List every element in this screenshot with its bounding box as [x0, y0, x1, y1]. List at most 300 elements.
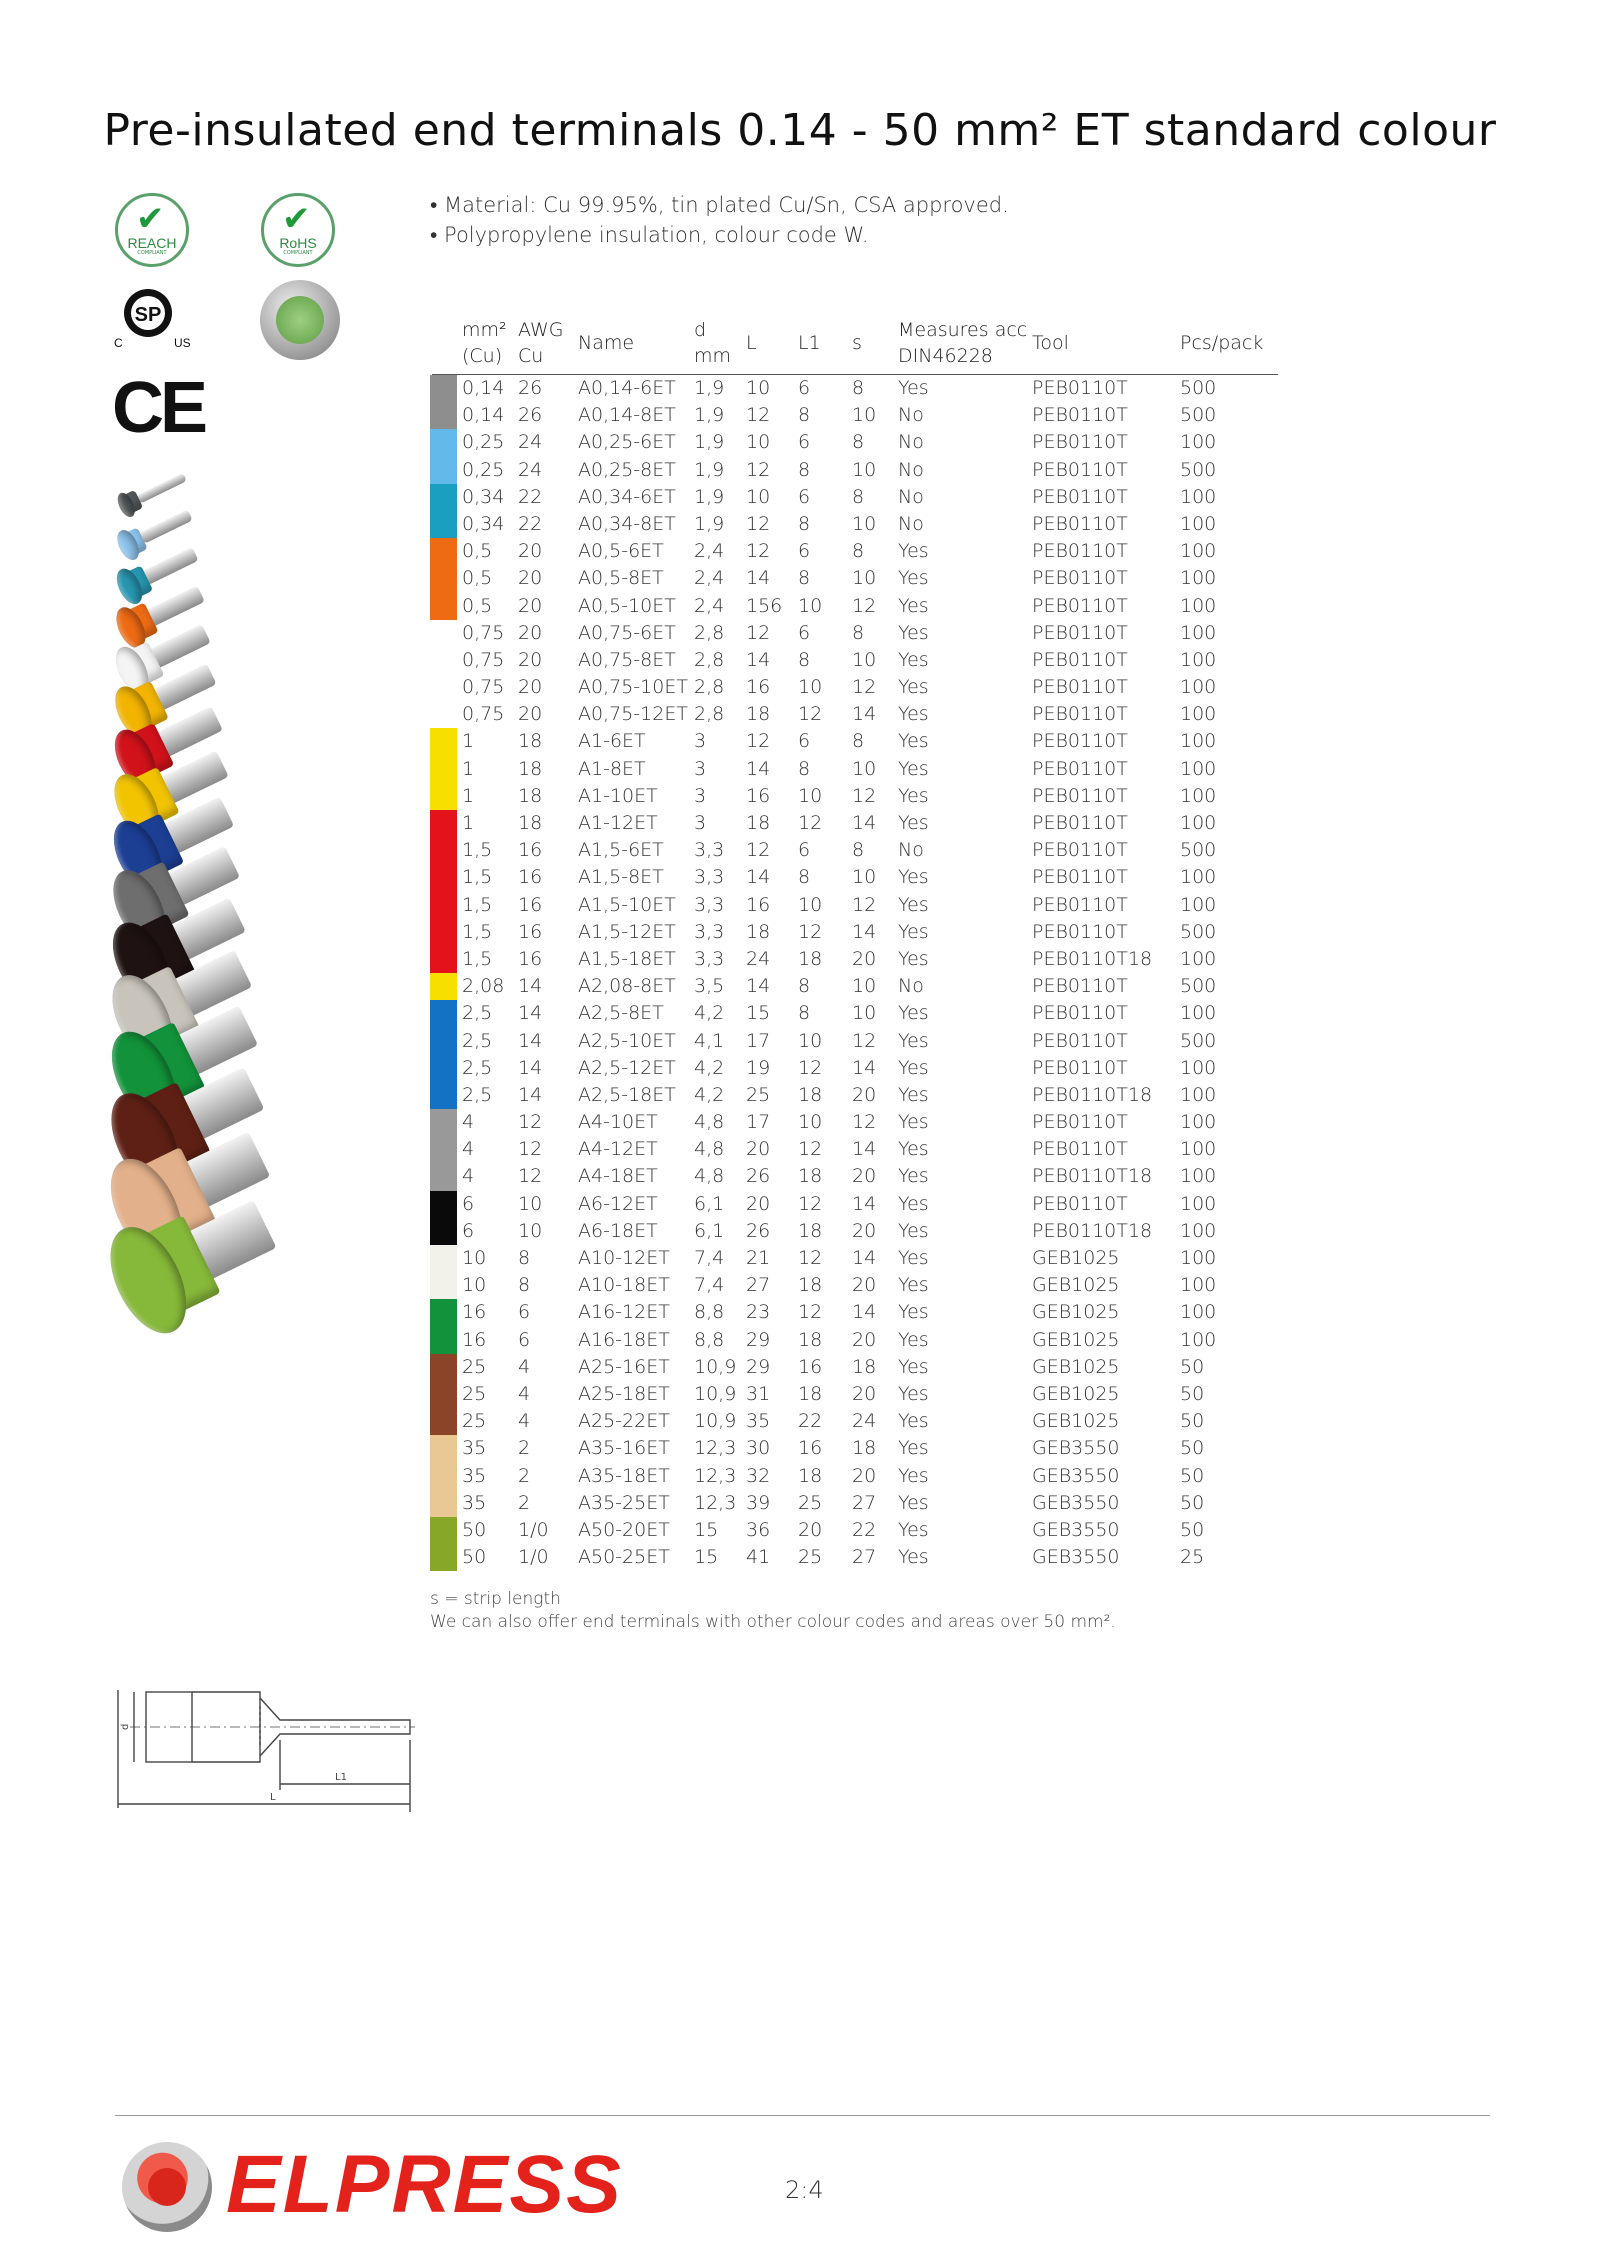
cell-mm2: 35: [462, 1464, 487, 1487]
cell-d: 3: [694, 784, 707, 807]
colour-swatch: [430, 593, 457, 620]
table-row: [432, 593, 1278, 620]
cell-l1: 20: [798, 1518, 823, 1541]
colour-swatch: [430, 892, 457, 919]
cell-d: 1,9: [694, 377, 725, 399]
cell-awg: 6: [518, 1301, 531, 1324]
cell-mm2: 1,5: [462, 947, 493, 970]
cell-din: Yes: [898, 1165, 929, 1188]
cell-mm2: 35: [462, 1491, 487, 1514]
cell-l: 16: [746, 676, 771, 699]
cell-l1: 12: [798, 1301, 823, 1324]
cell-l: 14: [746, 648, 771, 671]
cell-l: 41: [746, 1546, 771, 1569]
cell-s: 27: [852, 1546, 877, 1569]
cell-awg: 14: [518, 1056, 543, 1079]
cell-l1: 16: [798, 1437, 823, 1460]
cell-l: 31: [746, 1382, 771, 1405]
cell-mm2: 4: [462, 1111, 475, 1134]
page-number: 2:4: [785, 2176, 824, 2204]
cell-awg: 4: [518, 1382, 531, 1405]
table-row: [432, 1136, 1278, 1163]
cell-awg: 16: [518, 947, 543, 970]
cell-awg: 2: [518, 1464, 531, 1487]
table-row: [432, 728, 1278, 755]
cell-pcs: 100: [1180, 648, 1217, 671]
drawing-label-l1: L1: [335, 1772, 347, 1783]
checkmark-icon: ✔: [136, 199, 165, 239]
cell-l: 18: [746, 920, 771, 943]
cell-tool: GEB1025: [1032, 1410, 1120, 1433]
table-row: [432, 429, 1278, 456]
cell-l: 30: [746, 1437, 771, 1460]
cell-l: 12: [746, 458, 771, 481]
cell-l: 12: [746, 730, 771, 753]
cell-tool: PEB0110T: [1032, 703, 1128, 726]
cell-s: 27: [852, 1491, 877, 1514]
colour-swatch: [430, 402, 457, 429]
cell-name: A1,5-12ET: [578, 920, 676, 943]
cell-pcs: 50: [1180, 1355, 1205, 1378]
table-row: [432, 946, 1278, 973]
cell-l1: 10: [798, 1111, 823, 1134]
cell-d: 12,3: [694, 1491, 737, 1514]
cell-name: A0,34-6ET: [578, 485, 676, 508]
cell-d: 10,9: [694, 1382, 737, 1405]
cell-awg: 22: [518, 485, 543, 508]
cell-l1: 18: [798, 1328, 823, 1351]
cell-mm2: 2,5: [462, 1083, 493, 1106]
cell-mm2: 25: [462, 1410, 487, 1433]
colour-swatch: [430, 1517, 457, 1544]
elpress-emblem-core: [148, 2168, 186, 2206]
cell-l1: 18: [798, 1219, 823, 1242]
cell-awg: 20: [518, 648, 543, 671]
cell-pcs: 25: [1180, 1546, 1205, 1569]
cell-l: 10: [746, 431, 771, 454]
csa-logo: [112, 283, 192, 351]
cell-name: A0,14-8ET: [578, 404, 676, 427]
cell-awg: 20: [518, 567, 543, 590]
cell-din: Yes: [898, 1056, 929, 1079]
cell-d: 1,9: [694, 485, 725, 508]
cell-mm2: 2,5: [462, 1002, 493, 1025]
colour-swatch: [430, 484, 457, 511]
cell-tool: PEB0110T: [1032, 1056, 1128, 1079]
header-d: d: [694, 319, 707, 341]
cell-pcs: 100: [1180, 757, 1217, 780]
cell-pcs: 500: [1180, 975, 1217, 998]
table-row: [432, 1299, 1278, 1326]
cell-mm2: 25: [462, 1382, 487, 1405]
colour-swatch: [430, 1000, 457, 1027]
cell-d: 4,2: [694, 1056, 725, 1079]
cell-l1: 8: [798, 648, 811, 671]
cell-d: 10,9: [694, 1410, 737, 1433]
header-tool: Tool: [1032, 332, 1069, 354]
cell-mm2: 0,5: [462, 567, 493, 590]
cell-tool: PEB0110T: [1032, 594, 1128, 617]
cell-s: 20: [852, 1165, 877, 1188]
cell-mm2: 0,14: [462, 377, 505, 399]
cell-mm2: 0,5: [462, 594, 493, 617]
cell-awg: 18: [518, 784, 543, 807]
cell-pcs: 100: [1180, 540, 1217, 563]
cell-s: 10: [852, 757, 877, 780]
cell-tool: PEB0110T: [1032, 839, 1128, 862]
header-l1: L1: [798, 332, 821, 354]
cell-d: 6,1: [694, 1192, 725, 1215]
cell-tool: PEB0110T: [1032, 893, 1128, 916]
table-row: [432, 783, 1278, 810]
cell-l1: 10: [798, 1029, 823, 1052]
cell-d: 12,3: [694, 1437, 737, 1460]
cell-tool: PEB0110T: [1032, 812, 1128, 834]
table-row: [432, 810, 1278, 837]
cell-l: 14: [746, 975, 771, 998]
table-row: [432, 892, 1278, 919]
cell-din: No: [898, 431, 924, 454]
cell-d: 8,8: [694, 1328, 725, 1351]
cell-awg: 16: [518, 866, 543, 889]
cell-tool: GEB1025: [1032, 1328, 1120, 1351]
cell-pcs: 50: [1180, 1437, 1205, 1460]
checkmark-icon: ✔: [282, 199, 311, 239]
cell-l1: 18: [798, 1083, 823, 1106]
cell-l1: 6: [798, 621, 811, 644]
cell-l1: 6: [798, 730, 811, 753]
cell-s: 8: [852, 839, 865, 862]
cell-l: 156: [746, 594, 783, 617]
cell-pcs: 500: [1180, 920, 1217, 943]
cell-awg: 20: [518, 676, 543, 699]
cell-pcs: 100: [1180, 1002, 1217, 1025]
cell-l1: 6: [798, 431, 811, 454]
table-row: [432, 511, 1278, 538]
header-s: s: [852, 332, 862, 354]
cell-mm2: 10: [462, 1247, 487, 1269]
cell-din: Yes: [898, 1491, 929, 1514]
cell-s: 12: [852, 1111, 877, 1134]
cell-pcs: 100: [1180, 1111, 1217, 1134]
cell-l: 23: [746, 1301, 771, 1324]
cell-mm2: 1,5: [462, 839, 493, 862]
cell-l1: 12: [798, 703, 823, 726]
cell-l: 35: [746, 1410, 771, 1433]
cell-s: 8: [852, 621, 865, 644]
table-row: [432, 1082, 1278, 1109]
cell-d: 10,9: [694, 1355, 737, 1378]
cell-s: 14: [852, 1138, 877, 1161]
cell-awg: 12: [518, 1138, 543, 1161]
cell-tool: PEB0110T: [1032, 404, 1128, 427]
cell-name: A0,25-8ET: [578, 458, 676, 481]
cell-tool: PEB0110T: [1032, 1029, 1128, 1052]
cell-d: 3,3: [694, 893, 725, 916]
table-row: [432, 1544, 1278, 1571]
cell-s: 14: [852, 1192, 877, 1215]
cell-pcs: 100: [1180, 1165, 1217, 1188]
cell-d: 4,8: [694, 1138, 725, 1161]
cell-pcs: 100: [1180, 1274, 1217, 1297]
cell-pcs: 100: [1180, 1056, 1217, 1079]
colour-swatch: [430, 565, 457, 592]
cell-l1: 22: [798, 1410, 823, 1433]
cell-din: Yes: [898, 1518, 929, 1541]
cell-awg: 14: [518, 1002, 543, 1025]
cell-pcs: 100: [1180, 621, 1217, 644]
table-row: [432, 375, 1278, 402]
cell-d: 2,4: [694, 567, 725, 590]
cell-name: A2,08-8ET: [578, 975, 676, 998]
cell-tool: PEB0110T: [1032, 757, 1128, 780]
cell-d: 6,1: [694, 1219, 725, 1242]
cell-d: 3,3: [694, 839, 725, 862]
cell-tool: GEB1025: [1032, 1274, 1120, 1297]
cell-mm2: 16: [462, 1328, 487, 1351]
cell-mm2: 0,14: [462, 404, 505, 427]
cell-din: Yes: [898, 1546, 929, 1569]
table-row: [432, 1000, 1278, 1027]
cell-d: 2,4: [694, 540, 725, 563]
cell-l1: 18: [798, 1165, 823, 1188]
rohs-label: RoHS: [279, 235, 317, 251]
cell-d: 2,4: [694, 594, 725, 617]
cell-l: 32: [746, 1464, 771, 1487]
cell-d: 2,8: [694, 703, 725, 726]
table-row: [432, 701, 1278, 728]
cell-din: Yes: [898, 621, 929, 644]
cell-l: 12: [746, 404, 771, 427]
cell-tool: PEB0110T: [1032, 485, 1128, 508]
cell-d: 4,8: [694, 1111, 725, 1134]
cell-mm2: 6: [462, 1192, 475, 1215]
cell-l: 18: [746, 812, 771, 834]
drawing-label-l: L: [270, 1792, 276, 1803]
cell-name: A1,5-10ET: [578, 893, 676, 916]
table-row: [432, 484, 1278, 511]
cell-din: Yes: [898, 1029, 929, 1052]
cell-tool: PEB0110T: [1032, 540, 1128, 563]
colour-swatch: [430, 1354, 457, 1381]
cell-mm2: 1: [462, 812, 475, 834]
cell-s: 22: [852, 1518, 877, 1541]
cell-name: A0,75-10ET: [578, 676, 688, 699]
cell-tool: PEB0110T: [1032, 920, 1128, 943]
cell-tool: PEB0110T18: [1032, 1165, 1153, 1188]
cell-l1: 6: [798, 839, 811, 862]
table-row: [432, 674, 1278, 701]
cell-pcs: 100: [1180, 1328, 1217, 1351]
cell-name: A4-18ET: [578, 1165, 658, 1188]
cell-din: No: [898, 975, 924, 998]
cell-s: 20: [852, 1382, 877, 1405]
cell-awg: 22: [518, 512, 543, 535]
cell-tool: PEB0110T18: [1032, 947, 1153, 970]
colour-swatch: [430, 1136, 457, 1163]
cell-awg: 2: [518, 1437, 531, 1460]
cell-awg: 20: [518, 621, 543, 644]
cell-name: A6-12ET: [578, 1192, 658, 1215]
cell-mm2: 0,25: [462, 431, 505, 454]
cell-l: 16: [746, 893, 771, 916]
cell-name: A25-18ET: [578, 1382, 670, 1405]
header-l: L: [746, 332, 757, 354]
colour-swatch: [430, 375, 457, 402]
cell-din: Yes: [898, 1355, 929, 1378]
cell-l: 14: [746, 757, 771, 780]
cell-l: 29: [746, 1328, 771, 1351]
reach-sub: COMPLIANT: [137, 250, 167, 256]
cell-mm2: 2,5: [462, 1056, 493, 1079]
cell-pcs: 100: [1180, 812, 1217, 834]
colour-swatch: [430, 1163, 457, 1190]
cell-awg: 8: [518, 1247, 531, 1269]
cell-pcs: 500: [1180, 404, 1217, 427]
cell-din: Yes: [898, 947, 929, 970]
cell-l: 10: [746, 377, 771, 399]
cell-tool: PEB0110T: [1032, 431, 1128, 454]
cell-pcs: 500: [1180, 839, 1217, 862]
cell-l1: 8: [798, 512, 811, 535]
cell-pcs: 100: [1180, 485, 1217, 508]
cell-awg: 8: [518, 1274, 531, 1297]
table-row: [432, 1517, 1278, 1544]
cell-tool: PEB0110T: [1032, 458, 1128, 481]
cell-s: 10: [852, 1002, 877, 1025]
cell-din: Yes: [898, 866, 929, 889]
cell-l1: 12: [798, 1138, 823, 1161]
cell-pcs: 100: [1180, 703, 1217, 726]
cell-d: 2,8: [694, 621, 725, 644]
header-mm2: mm²: [462, 319, 507, 341]
cell-mm2: 50: [462, 1518, 487, 1541]
cell-name: A1,5-6ET: [578, 839, 664, 862]
cell-din: Yes: [898, 1274, 929, 1297]
cell-tool: PEB0110T: [1032, 975, 1128, 998]
table-row: [432, 1272, 1278, 1299]
cell-d: 1,9: [694, 431, 725, 454]
material-bullets: [430, 190, 1009, 250]
cell-s: 12: [852, 676, 877, 699]
colour-swatch: [430, 1299, 457, 1326]
cell-din: Yes: [898, 594, 929, 617]
cell-pcs: 100: [1180, 594, 1217, 617]
cell-tool: PEB0110T: [1032, 648, 1128, 671]
cell-l1: 12: [798, 920, 823, 943]
colour-swatch: [430, 1028, 457, 1055]
colour-swatch: [430, 756, 457, 783]
colour-swatch: [430, 1082, 457, 1109]
cell-awg: 12: [518, 1111, 543, 1134]
cell-din: No: [898, 404, 924, 427]
cell-mm2: 1: [462, 784, 475, 807]
cell-name: A25-16ET: [578, 1355, 670, 1378]
table-row: [432, 973, 1278, 1000]
cell-name: A0,34-8ET: [578, 512, 676, 535]
colour-swatch: [430, 429, 457, 456]
cell-s: 12: [852, 893, 877, 916]
cell-din: Yes: [898, 1083, 929, 1106]
cell-mm2: 0,75: [462, 676, 505, 699]
cell-l: 12: [746, 839, 771, 862]
cell-tool: GEB3550: [1032, 1464, 1120, 1487]
table-row: [432, 864, 1278, 891]
cell-name: A1,5-8ET: [578, 866, 664, 889]
cell-l1: 25: [798, 1491, 823, 1514]
cell-name: A10-18ET: [578, 1274, 670, 1297]
cell-d: 3,3: [694, 947, 725, 970]
cell-pcs: 100: [1180, 947, 1217, 970]
colour-swatch: [430, 511, 457, 538]
cell-pcs: 100: [1180, 1192, 1217, 1215]
table-row: [432, 457, 1278, 484]
footnote-strip-length: s = strip length: [430, 1589, 561, 1609]
cell-din: No: [898, 458, 924, 481]
cell-awg: 18: [518, 730, 543, 753]
cell-din: Yes: [898, 648, 929, 671]
cell-tool: PEB0110T: [1032, 730, 1128, 753]
table-row: [432, 1028, 1278, 1055]
table-row: [432, 1435, 1278, 1462]
elpress-certification-seal: [260, 280, 340, 360]
colour-swatch: [430, 1245, 457, 1272]
cell-mm2: 10: [462, 1274, 487, 1297]
cell-tool: GEB1025: [1032, 1355, 1120, 1378]
cell-pcs: 100: [1180, 866, 1217, 889]
cell-s: 10: [852, 648, 877, 671]
colour-swatch: [430, 538, 457, 565]
cell-awg: 18: [518, 757, 543, 780]
header-measures: Measures acc: [898, 319, 1028, 341]
cell-l: 12: [746, 540, 771, 563]
reach-badge: [115, 193, 189, 267]
table-row: [432, 1327, 1278, 1354]
colour-swatch: [430, 810, 457, 837]
cell-s: 24: [852, 1410, 877, 1433]
cell-awg: 26: [518, 377, 543, 399]
cell-din: Yes: [898, 920, 929, 943]
table-row: [432, 1055, 1278, 1082]
cell-din: Yes: [898, 1328, 929, 1351]
csa-right-label: US: [174, 336, 191, 350]
cell-awg: 24: [518, 431, 543, 454]
cell-s: 14: [852, 703, 877, 726]
cell-mm2: 1: [462, 730, 475, 753]
cell-tool: GEB1025: [1032, 1247, 1120, 1269]
cell-mm2: 1,5: [462, 920, 493, 943]
cell-s: 20: [852, 1464, 877, 1487]
cell-l: 12: [746, 621, 771, 644]
cell-tool: PEB0110T18: [1032, 1083, 1153, 1106]
cell-din: Yes: [898, 784, 929, 807]
cell-s: 10: [852, 512, 877, 535]
cell-l: 16: [746, 784, 771, 807]
cell-d: 7,4: [694, 1274, 725, 1297]
cell-name: A0,75-6ET: [578, 621, 676, 644]
cell-pcs: 50: [1180, 1491, 1205, 1514]
cell-mm2: 35: [462, 1437, 487, 1460]
cell-l1: 18: [798, 1274, 823, 1297]
cell-s: 20: [852, 1219, 877, 1242]
cell-name: A10-12ET: [578, 1247, 670, 1269]
cell-pcs: 50: [1180, 1382, 1205, 1405]
cell-din: No: [898, 839, 924, 862]
cell-awg: 16: [518, 920, 543, 943]
cell-tool: GEB3550: [1032, 1518, 1120, 1541]
colour-swatch: [430, 1435, 457, 1462]
cell-din: Yes: [898, 730, 929, 753]
